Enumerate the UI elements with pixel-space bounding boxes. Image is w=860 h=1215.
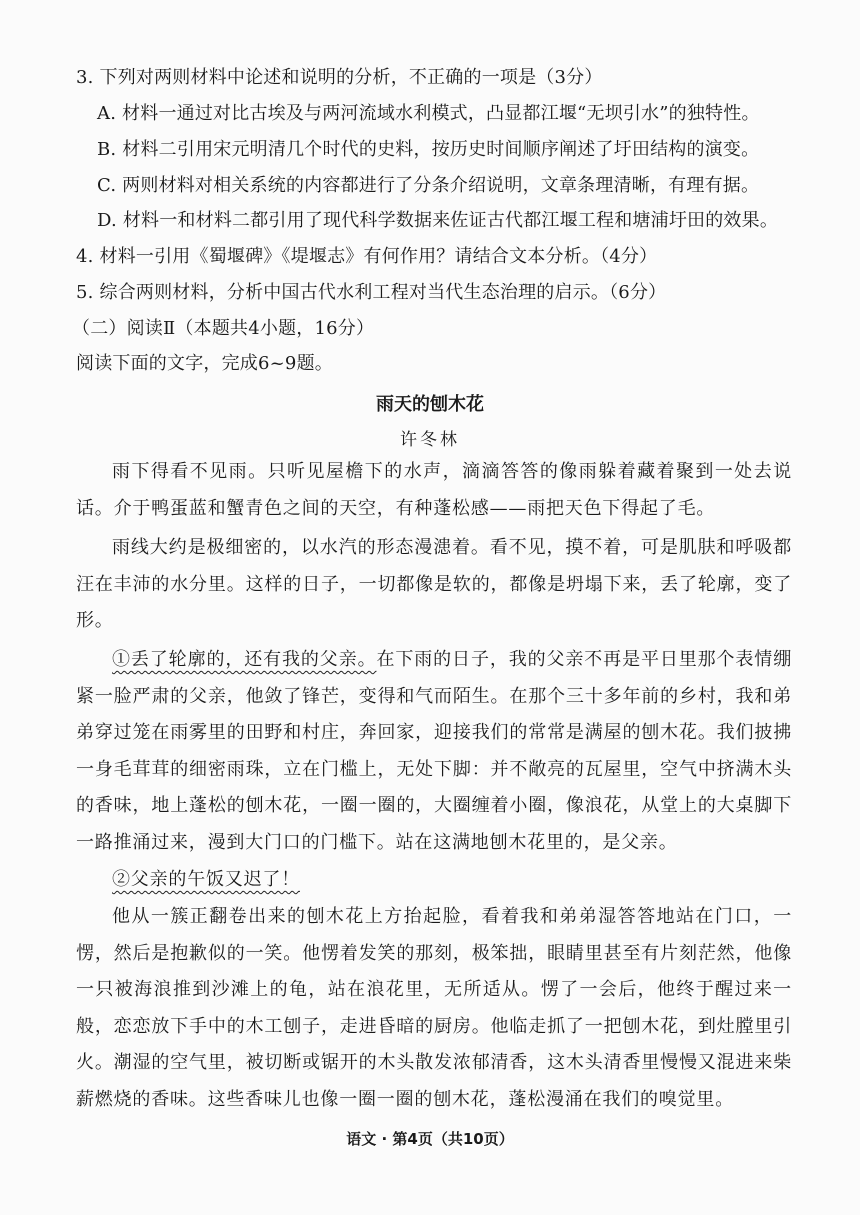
- question-3-option-d: D. 材料一和材料二都引用了现代科学数据来佐证古代都江堰工程和塘浦圩田的效果。: [97, 210, 779, 231]
- question-3-stem: 3. 下列对两则材料中论述和说明的分析，不正确的一项是（3分）: [76, 67, 603, 88]
- question-3-option-b: B. 材料二引用宋元明清几个时代的史料，按历史时间顺序阐述了圩田结构的演变。: [97, 139, 760, 160]
- section-heading: （二）阅读Ⅱ（本题共4小题，16分）: [72, 318, 375, 339]
- question-4: 4. 材料一引用《蜀堰碑》《堤堰志》有何作用？请结合文本分析。（4分）: [76, 246, 658, 267]
- article-author: 许冬林: [400, 430, 460, 450]
- paragraph-3-text: 在下雨的日子，我的父亲不再是平日里那个表情绷紧一脸严肃的父亲，他敛了锋芒，变得和气而陌生。在那个三十多年前的乡村，我和弟弟穿过笼在雨雾里的田野和村庄，奔回家，迎接我们的常常是满屋的刨木花。我们披拂一身毛茸茸的细密雨珠，立在门槛上，无处下脚：并不敞亮的瓦屋里，空气中挤满木头的香味，地上蓬松的刨木花，一圈一圈的，大圈缠着小圈，像浪花，从堂上的大桌脚下一路推涌过来，漫到大门口的门槛下。站在这满地刨木花里的，是父亲。: [76, 649, 792, 853]
- underlined-sentence-2: ②父亲的午饭又迟了！: [112, 869, 300, 890]
- reading-instruction: 阅读下面的文字，完成6~9题。: [76, 353, 333, 374]
- article-paragraph-3: [76, 642, 792, 862]
- page-footer: 语文 · 第4页（共10页）: [346, 1130, 514, 1148]
- article-paragraph-5: 他从一簇正翻卷出来的刨木花上方抬起脸，看着我和弟弟湿答答地站在门口，一愣，然后是抱歉似的一笑。他愣着发笑的那刻，极笨拙，眼睛里甚至有片刻茫然，他像一只被海浪推到沙滩上的龟，站在浪花里，无所适从。愣了一会后，他终于醒过来一般，恋恋放下手中的木工刨子，走进昏暗的厨房。他临走抓了一把刨木花，到灶膛里引火。潮湿的空气里，被切断或锯开的木头散发浓郁清香，这木头清香里慢慢又混进来柴薪燃烧的香味。这些香味儿也像一圈一圈的刨木花，蓬松漫涌在我们的嗅觉里。: [76, 906, 792, 1110]
- article-title: 雨天的刨木花: [376, 394, 484, 415]
- article-paragraph-1: 雨下得看不见雨。只听见屋檐下的水声，滴滴答答的像雨躲着藏着聚到一处去说话。介于鸭蛋蓝和蟹青色之间的天空，有种蓬松感——雨把天色下得起了毛。: [76, 461, 792, 519]
- question-3-option-c: C. 两则材料对相关系统的内容都进行了分条介绍说明，文章条理清晰，有理有据。: [97, 175, 760, 196]
- underlined-sentence-1: ①丢了轮廓的，还有我的父亲。: [112, 649, 377, 670]
- article-paragraph-2: 雨线大约是极细密的，以水汽的形态漫漶着。看不见，摸不着，可是肌肤和呼吸都汪在丰沛的水分里。这样的日子，一切都像是软的，都像是坍塌下来，丢了轮廓，变了形。: [76, 537, 792, 632]
- article-paragraph-4: [76, 862, 792, 899]
- question-5: 5. 综合两则材料，分析中国古代水利工程对当代生态治理的启示。（6分）: [76, 282, 667, 303]
- question-3-option-a: A. 材料一通过对比古埃及与两河流域水利模式，凸显都江堰“无坝引水”的独特性。: [97, 103, 760, 124]
